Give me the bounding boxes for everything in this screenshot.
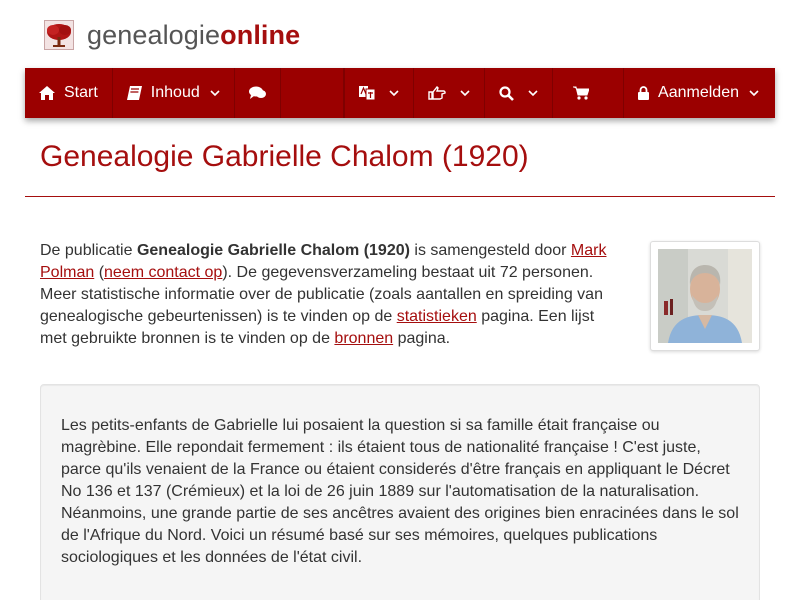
nav-start[interactable] (25, 68, 113, 118)
comments-icon (249, 86, 266, 100)
main-navbar (25, 68, 775, 118)
cart-icon (573, 86, 589, 100)
book-icon (127, 86, 142, 100)
chevron-down-icon (389, 90, 399, 97)
language-icon (359, 85, 375, 101)
title-divider (25, 196, 775, 197)
publication-intro (40, 240, 615, 350)
contact-link[interactable]: neem contact op (104, 264, 223, 281)
chevron-down-icon (210, 90, 220, 97)
chevron-down-icon (749, 90, 759, 97)
nav-login[interactable] (623, 68, 775, 118)
nav-start-label: Start (64, 84, 98, 101)
site-logo[interactable] (44, 18, 300, 52)
sources-link[interactable]: bronnen (334, 330, 394, 347)
nav-language[interactable] (344, 68, 413, 118)
nav-recommend[interactable] (413, 68, 484, 118)
nav-cart[interactable] (552, 68, 609, 118)
author-portrait-image (658, 249, 752, 343)
home-icon (39, 86, 55, 100)
author-photo[interactable] (650, 241, 760, 351)
intro-text: ( (94, 264, 105, 281)
intro-text: ). De gegevensverzameling bestaat uit 72 personen. Meer statistische informatie over de publicatie (zoals aantallen en spreiding van genealogische gebeurtenissen) is te vinden op de (40, 264, 603, 325)
intro-text: is samengesteld door (409, 242, 571, 259)
nav-search[interactable] (484, 68, 552, 118)
intro-text: De publicatie (40, 242, 137, 259)
intro-text: pagina. Een lijst met gebruikte bronnen is te vinden op de (40, 308, 595, 347)
nav-forum[interactable] (235, 68, 281, 118)
intro-text: pagina. (393, 330, 451, 347)
chevron-down-icon (460, 90, 470, 97)
nav-inhoud-label: Inhoud (150, 84, 200, 101)
search-icon (499, 86, 514, 101)
tree-logo-icon (44, 20, 74, 50)
nav-login-label: Aanmelden (658, 84, 739, 101)
author-link[interactable]: Mark Polman (40, 242, 607, 281)
publication-description (40, 384, 760, 600)
statistics-link[interactable]: statistieken (396, 308, 477, 325)
description-text: Les petits-enfants de Gabrielle lui posaient la question si sa famille était française ou magrèbine. Elle repondait fermement : ils étaient tous de nationalité française ! C'est juste, parce qu'ils venaient de la France ou étaient considerés d'être français en appliquant le Décret No 136 et 137 (Crémieux) et la loi de 26 juin 1889 sur l'automatisation de la naturalisation. Néanmoins, une grande partie de ses ancêtres avaient des origines bien enracinées dans le sol de l'Afrique du Nord. Voici un résumé basé sur ses mémoires, quelques publications sociologiques et les données de l'état civil. (61, 417, 739, 566)
navbar-spacer (281, 68, 344, 118)
hand-pointer-icon (428, 86, 446, 100)
page-title: Genealogie Gabrielle Chalom (1920) (40, 140, 529, 173)
logo-text: genealogieonline (87, 19, 301, 50)
lock-icon (638, 86, 649, 100)
chevron-down-icon (528, 90, 538, 97)
publication-name: Genealogie Gabrielle Chalom (1920) (136, 242, 410, 259)
nav-inhoud[interactable] (113, 68, 235, 118)
